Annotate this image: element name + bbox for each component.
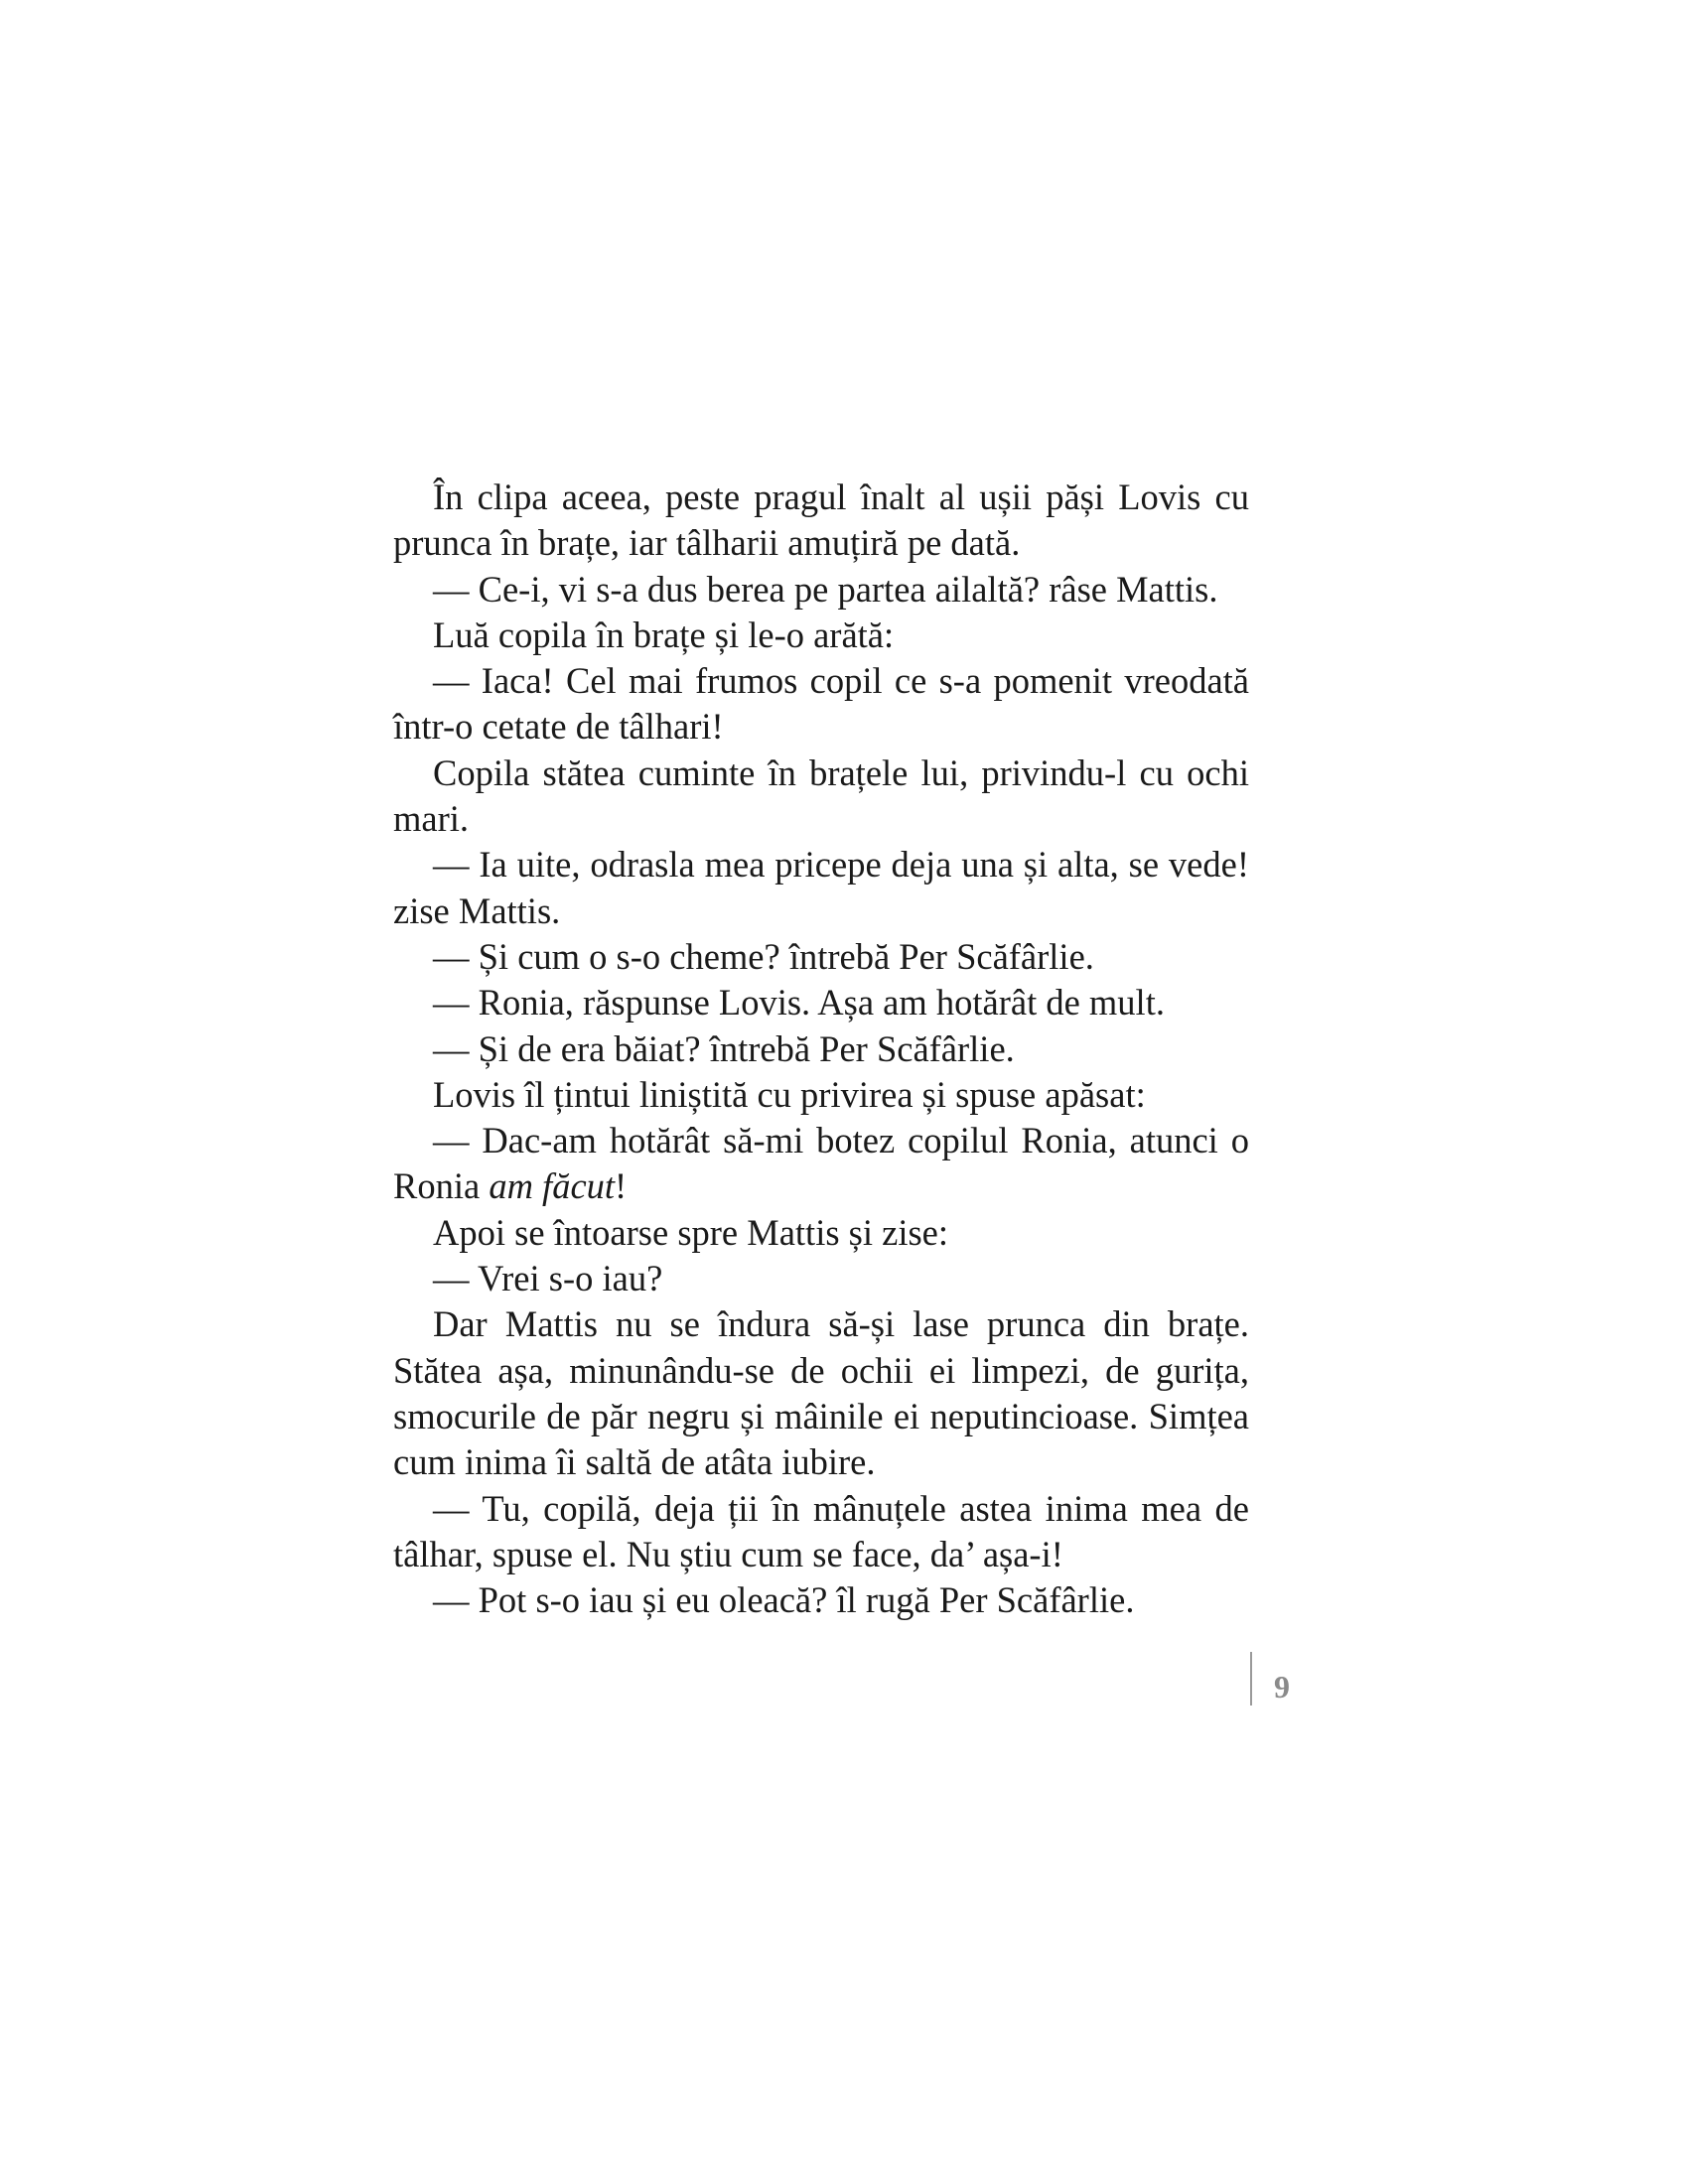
- paragraph: Apoi se întoarse spre Mattis și zise:: [433, 1211, 949, 1253]
- paragraph: — Iaca! Cel mai frumos copil ce s-a pomenit vreodată într-o cetate de tâlhari!: [393, 660, 1249, 748]
- paragraph: — Tu, copilă, deja ții în mânuțele astea inima mea de tâlhar, spuse el. Nu știu cum se face, da’ așa-i!: [393, 1487, 1249, 1574]
- paragraph: — Ia uite, odrasla mea pricepe deja una și alta, se vede! zise Mattis.: [393, 844, 1249, 931]
- paragraph: — Și de era băiat? întrebă Per Scăfârlie.: [433, 1027, 1015, 1069]
- paragraph-text: — Dac-am hotărât să-mi botez copilul Ronia, atunci o Ronia: [393, 1120, 1249, 1207]
- paragraph: — Pot s-o iau și eu oleacă? îl rugă Per Scăfârlie.: [433, 1579, 1135, 1621]
- paragraph: — Ronia, răspunse Lovis. Așa am hotărât de mult.: [433, 982, 1165, 1024]
- paragraph: Luă copila în brațe și le-o arătă:: [433, 614, 895, 655]
- paragraph: În clipa aceea, peste pragul înalt al ușii păși Lovis cu prunca în brațe, iar tâlharii amuțiră pe dată.: [393, 477, 1249, 564]
- paragraph: — Și cum o s-o cheme? întrebă Per Scăfârlie.: [433, 935, 1094, 977]
- paragraph: Lovis îl țintui liniștită cu privirea și spuse apăsat:: [433, 1073, 1146, 1115]
- paragraph: — Vrei s-o iau?: [433, 1258, 663, 1299]
- emphasized-text: am făcut: [489, 1165, 616, 1207]
- paragraph: [393, 1118, 1249, 1210]
- paragraph: Dar Mattis nu se îndura să-și lase prunca din brațe. Stătea așa, minunându-se de ochii ei limpezi, de gurița, smocurile de păr negru și mâinile ei neputincioase. Simțea cum inima îi saltă de atâta iubire.: [393, 1303, 1249, 1483]
- body-text: [393, 475, 1249, 1623]
- paragraph: Copila stătea cuminte în brațele lui, privindu-l cu ochi mari.: [393, 751, 1249, 840]
- paragraph: — Ce-i, vi s-a dus berea pe partea ailaltă? râse Mattis.: [433, 568, 1218, 610]
- page-number: 9: [1274, 1669, 1290, 1705]
- paragraph-text: !: [615, 1165, 628, 1207]
- page-number-divider: [1250, 1652, 1252, 1706]
